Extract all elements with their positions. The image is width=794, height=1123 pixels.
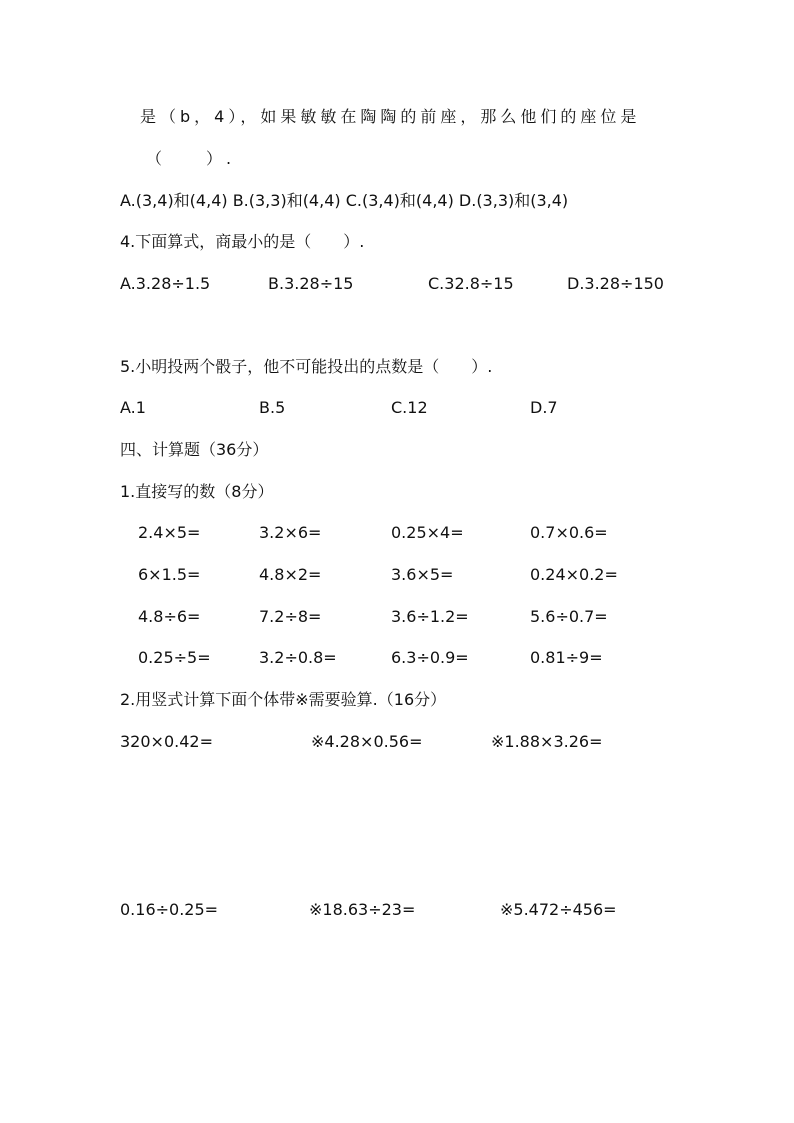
q4-stem: 4.下面算式，商最小的是（ ）. xyxy=(120,232,365,251)
calc-item: 0.7×0.6= xyxy=(530,523,608,542)
calc-item: 3.6÷1.2= xyxy=(391,607,469,626)
section-title: 四、计算题（36分） xyxy=(120,440,269,459)
calc-item: 3.2÷0.8= xyxy=(259,648,337,667)
q3-stem-continuation: 是（b，4），如果敏敏在陶陶的前座，那么他们的座位是 xyxy=(140,107,641,126)
q5-option-d: D.7 xyxy=(530,398,558,417)
calc-item: 0.25÷5= xyxy=(138,648,211,667)
calc-item: 0.25×4= xyxy=(391,523,464,542)
calc-item: 0.24×0.2= xyxy=(530,565,618,584)
vertical-calc-item: ※1.88×3.26= xyxy=(491,732,603,751)
calc-item: 0.81÷9= xyxy=(530,648,603,667)
calc-item: 3.6×5= xyxy=(391,565,454,584)
calc-item: 6.3÷0.9= xyxy=(391,648,469,667)
calc-item: 5.6÷0.7= xyxy=(530,607,608,626)
calc-item: 2.4×5= xyxy=(138,523,201,542)
q5-option-a: A.1 xyxy=(120,398,146,417)
q4-option-c: C.32.8÷15 xyxy=(428,274,514,293)
vertical-calc-item: ※5.472÷456= xyxy=(500,900,617,919)
q4-option-a: A.3.28÷1.5 xyxy=(120,274,211,293)
calc-item: 7.2÷8= xyxy=(259,607,322,626)
q5-stem: 5.小明投两个骰子，他不可能投出的点数是（ ）. xyxy=(120,357,493,376)
q4-option-b: B.3.28÷15 xyxy=(268,274,354,293)
part1-title: 1.直接写的数（8分） xyxy=(120,482,274,501)
calc-item: 6×1.5= xyxy=(138,565,201,584)
q3-options: A.(3,4)和(4,4) B.(3,3)和(4,4) C.(3,4)和(4,4) D.(3,3)和(3,4) xyxy=(120,191,569,210)
calc-item: 4.8×2= xyxy=(259,565,322,584)
vertical-calc-item: 320×0.42= xyxy=(120,732,213,751)
q3-answer-blank: （ ）. xyxy=(146,149,236,168)
q4-option-d: D.3.28÷150 xyxy=(567,274,664,293)
vertical-calc-item: ※18.63÷23= xyxy=(309,900,416,919)
calc-item: 3.2×6= xyxy=(259,523,322,542)
calc-item: 4.8÷6= xyxy=(138,607,201,626)
vertical-calc-item: 0.16÷0.25= xyxy=(120,900,219,919)
q5-option-c: C.12 xyxy=(391,398,428,417)
part2-title: 2.用竖式计算下面个体带※需要验算.（16分） xyxy=(120,690,447,709)
q5-option-b: B.5 xyxy=(259,398,286,417)
vertical-calc-item: ※4.28×0.56= xyxy=(311,732,423,751)
